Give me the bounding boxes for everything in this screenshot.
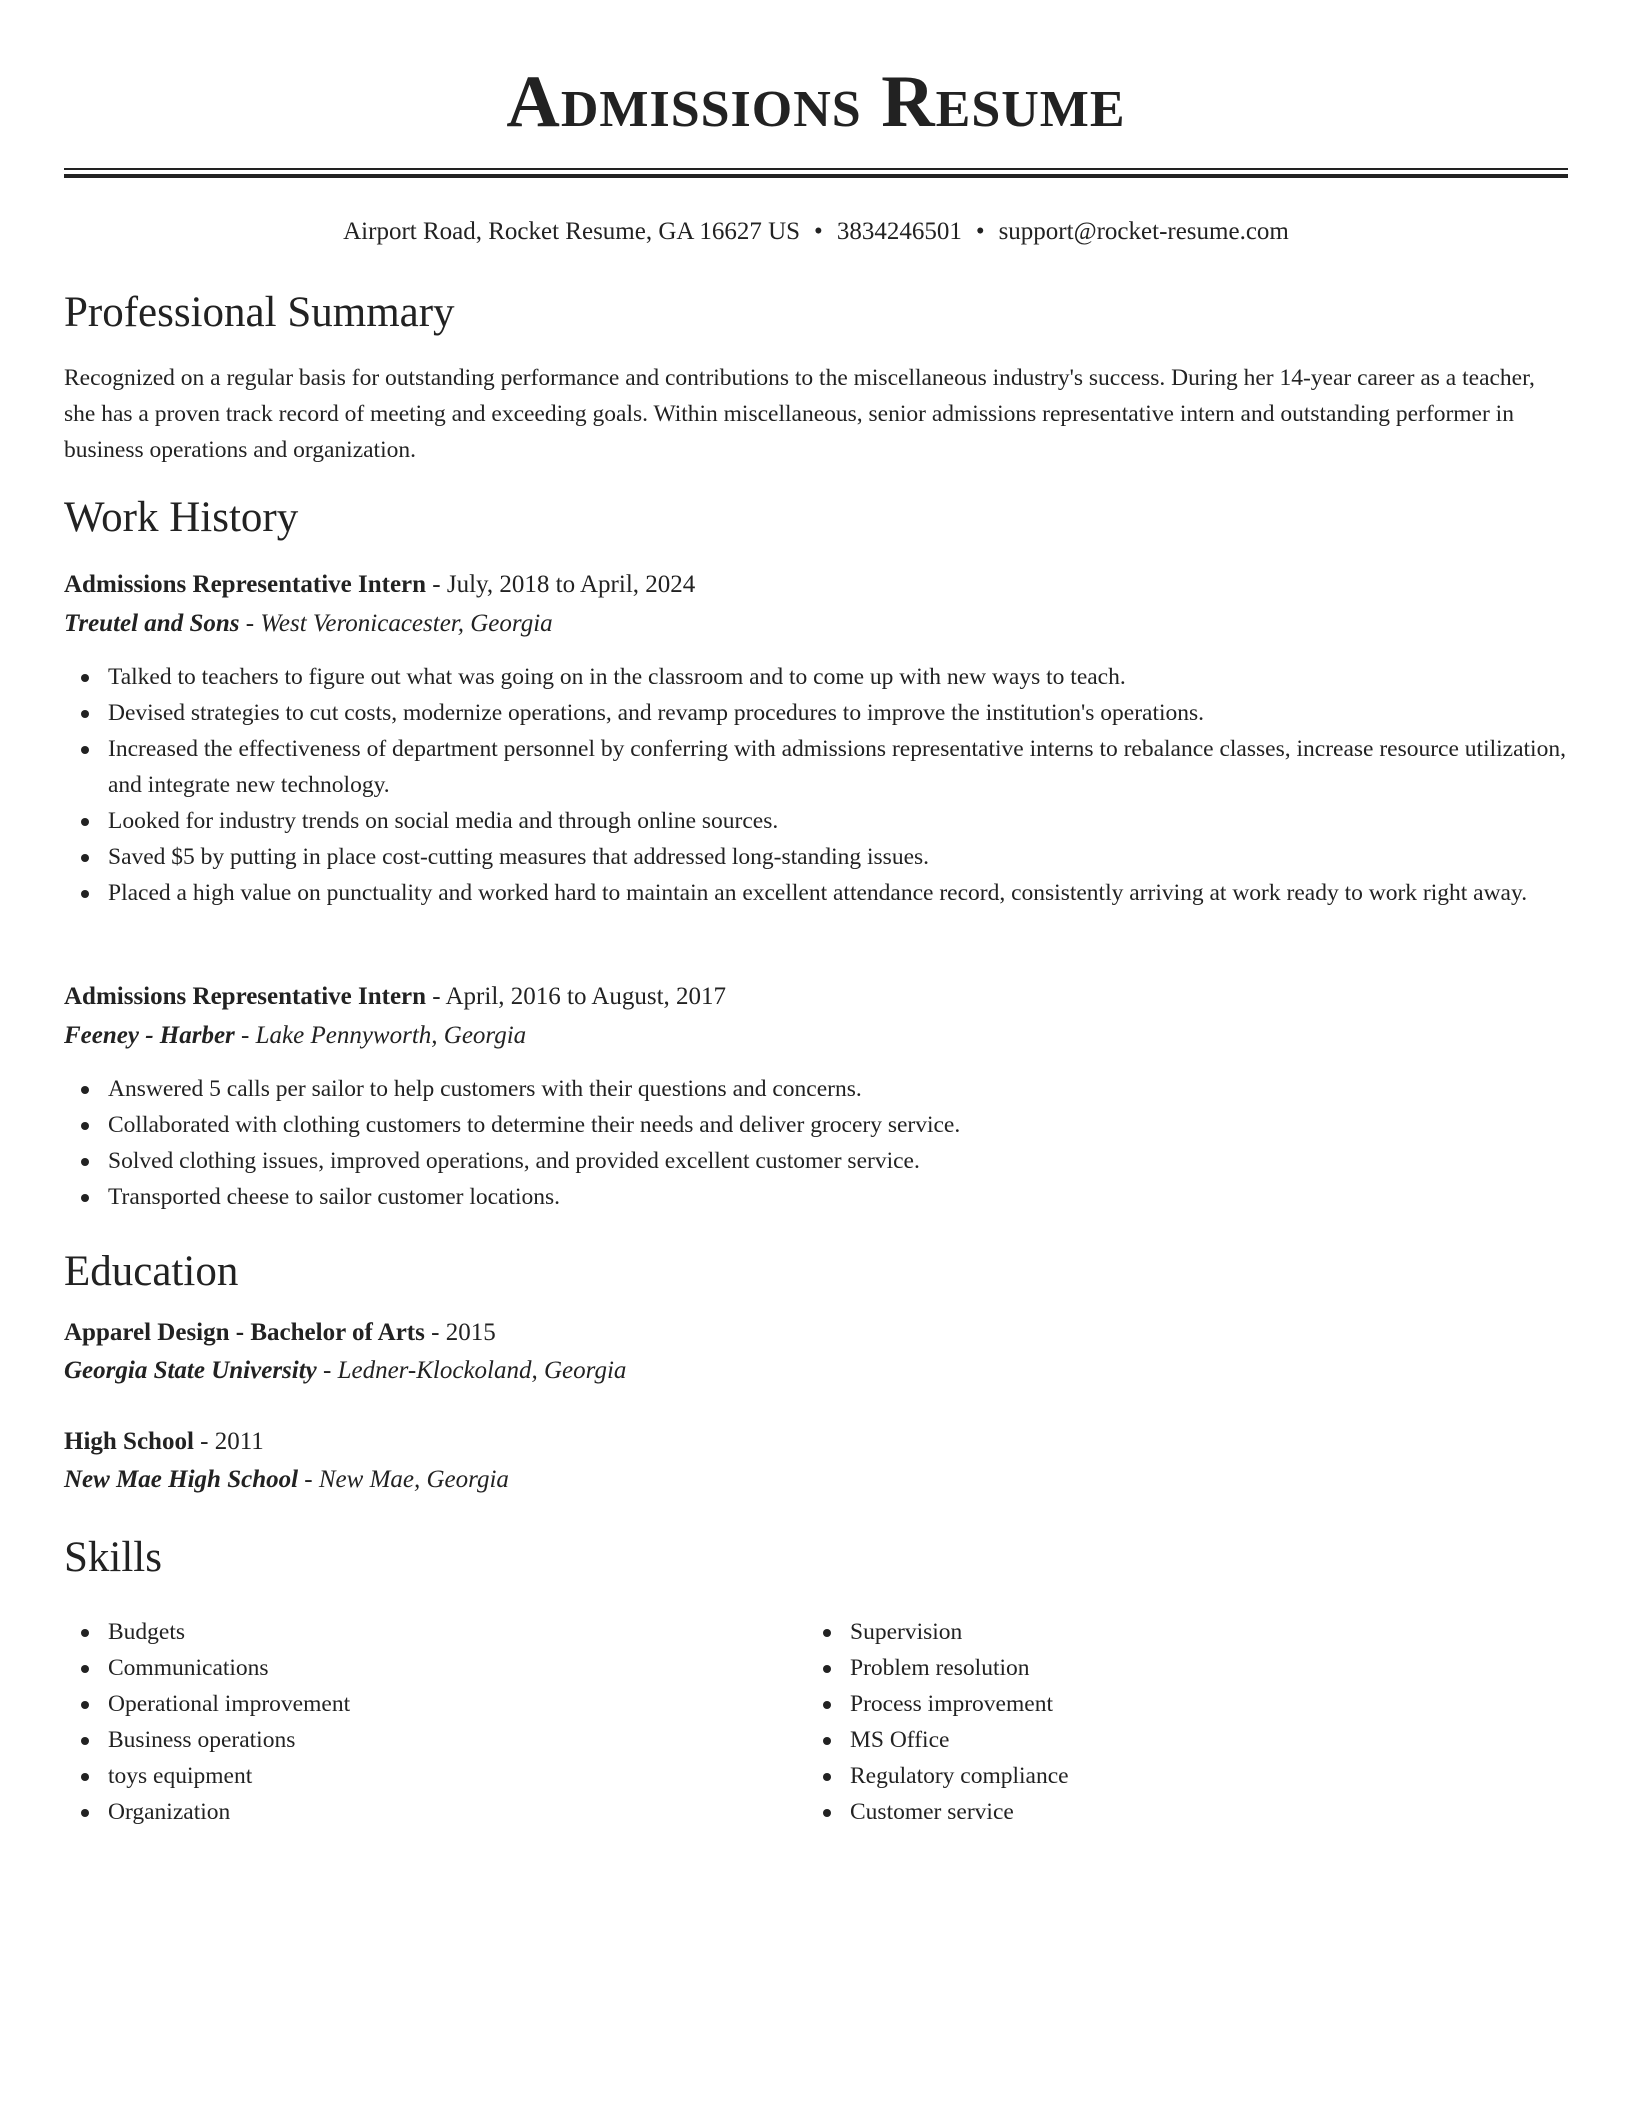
education-heading: Education [64, 1248, 239, 1295]
education-school: Georgia State University [64, 1357, 317, 1384]
education-year: - 2015 [424, 1319, 496, 1346]
contact-email: support@rocket-resume.com [998, 218, 1289, 245]
job-dates: - July, 2018 to April, 2024 [426, 571, 696, 598]
list-item: Looked for industry trends on social media and through online sources. [108, 803, 1568, 839]
skill-item: Process improvement [850, 1686, 1506, 1722]
education-location: - New Mae, Georgia [298, 1466, 509, 1493]
contact-phone: 3834246501 [836, 218, 962, 245]
skill-item: MS Office [850, 1722, 1506, 1758]
contact-separator: • [975, 218, 985, 245]
job-title-line [64, 978, 726, 1016]
list-item: Increased the effectiveness of department personnel by conferring with admissions representative interns to rebalance classes, increase resource utilization, and integrate new technology. [108, 731, 1568, 803]
list-item: Saved $5 by putting in place cost-cutting measures that addressed long-standing issues. [108, 839, 1568, 875]
title-divider-thin [64, 168, 1568, 170]
skill-item: Communications [108, 1650, 764, 1686]
summary-text: Recognized on a regular basis for outstanding performance and contributions to the miscellaneous industry's success. During her 14-year career as a teacher, she has a proven track record of meeting and exceeding goals. Within miscellaneous, senior admissions representative intern and outstanding performer in business operations and organization. [64, 365, 1535, 463]
education-degree: High School [64, 1428, 194, 1455]
education-school-line [64, 1352, 626, 1390]
education-year: - 2011 [193, 1428, 264, 1455]
skill-item: Problem resolution [850, 1650, 1506, 1686]
job-dates: - April, 2016 to August, 2017 [426, 983, 727, 1010]
skill-item: Customer service [850, 1794, 1506, 1830]
job-location: - West Veronicacester, Georgia [239, 610, 553, 637]
contact-address: Airport Road, Rocket Resume, GA 16627 US [343, 218, 801, 245]
skills-list-left [64, 1614, 764, 1830]
education-school-line [64, 1461, 509, 1499]
list-item: Talked to teachers to figure out what was going on in the classroom and to come up with new ways to teach. [108, 659, 1568, 695]
job-title-line [64, 566, 695, 604]
list-item: Collaborated with clothing customers to determine their needs and deliver grocery service. [108, 1107, 1568, 1143]
skill-item: Budgets [108, 1614, 764, 1650]
skills-heading: Skills [64, 1534, 162, 1581]
job-company-line [64, 1017, 526, 1055]
education-location: - Ledner-Klockoland, Georgia [316, 1357, 627, 1384]
job-company-line [64, 605, 553, 643]
job-title: Admissions Representative Intern [64, 571, 427, 598]
contact-separator: • [814, 218, 823, 245]
list-item: Solved clothing issues, improved operations, and provided excellent customer service. [108, 1143, 1568, 1179]
contact-line [64, 212, 1568, 252]
skill-item: Supervision [850, 1614, 1506, 1650]
skill-item: Regulatory compliance [850, 1758, 1506, 1794]
education-degree: Apparel Design - Bachelor of Arts [64, 1319, 425, 1346]
summary-heading: Professional Summary [64, 289, 455, 336]
education-degree-line [64, 1423, 264, 1461]
job-company: Treutel and Sons [64, 610, 240, 637]
skill-item: toys equipment [108, 1758, 764, 1794]
skills-list-right [806, 1614, 1506, 1830]
list-item: Answered 5 calls per sailor to help customers with their questions and concerns. [108, 1071, 1568, 1107]
job-company: Feeney - Harber [64, 1022, 235, 1049]
skill-item: Operational improvement [108, 1686, 764, 1722]
skill-item: Organization [108, 1794, 764, 1830]
job-duties-list [64, 659, 1568, 911]
job-duties-list [64, 1071, 1568, 1215]
skill-item: Business operations [108, 1722, 764, 1758]
resume-title: Admissions Resume [506, 61, 1126, 143]
work-history-heading: Work History [64, 494, 299, 541]
title-divider-thick [64, 174, 1568, 178]
education-degree-line [64, 1314, 496, 1352]
education-school: New Mae High School [64, 1466, 299, 1493]
list-item: Devised strategies to cut costs, modernize operations, and revamp procedures to improve the institution's operations. [108, 695, 1568, 731]
job-title: Admissions Representative Intern [64, 983, 427, 1010]
job-location: - Lake Pennyworth, Georgia [234, 1022, 527, 1049]
list-item: Transported cheese to sailor customer locations. [108, 1179, 1568, 1215]
list-item: Placed a high value on punctuality and worked hard to maintain an excellent attendance record, consistently arriving at work ready to work right away. [108, 875, 1568, 911]
